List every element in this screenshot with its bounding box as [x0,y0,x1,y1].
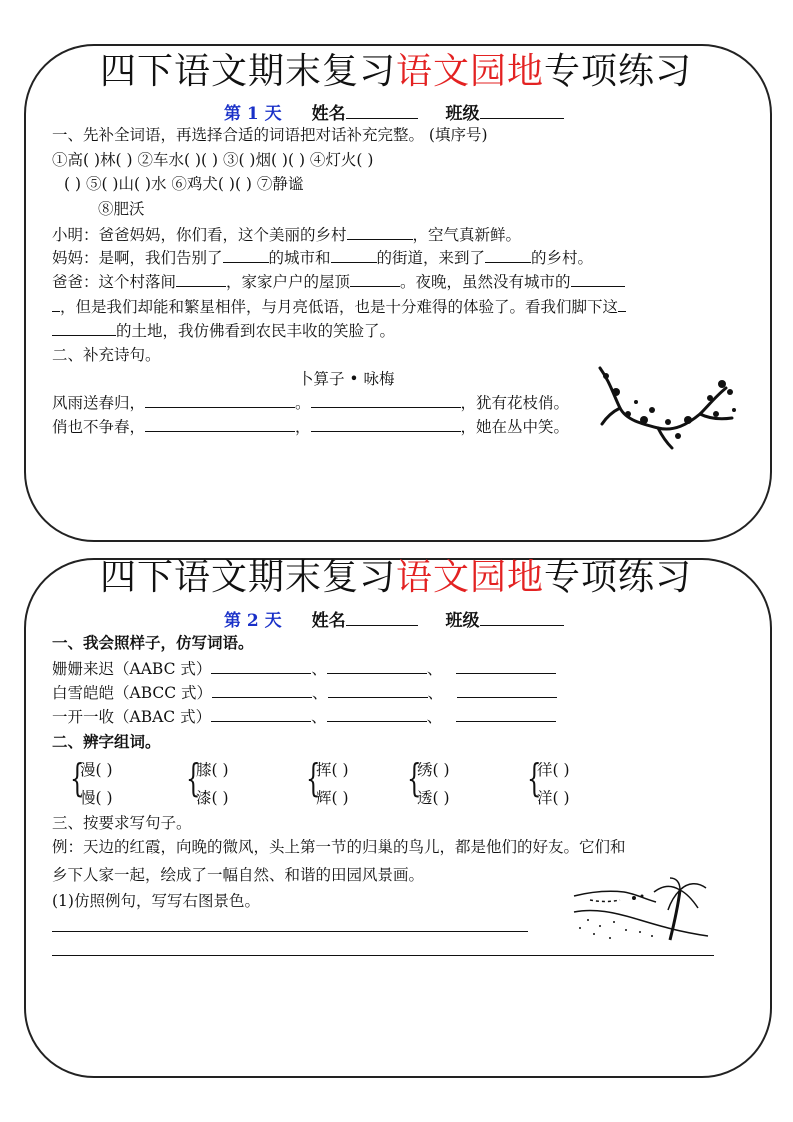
name-field[interactable] [346,103,418,119]
word-options-row: ( ) ⑤( )山( )水 ⑥鸡犬( )( ) ⑦静谧 [64,175,304,193]
char-item[interactable]: 透( ) [417,789,450,807]
question-1-heading: 一、先补全词语，再选择合适的词语把对话补充完整。 (填序号) [52,126,488,144]
char-item[interactable]: 漆( ) [196,789,229,807]
brace: { [70,756,85,800]
answer-blank[interactable] [456,706,556,722]
dialogue-baba: 爸爸：这个村落间 ，家家户户的屋顶 。夜晚，虽然没有城市的 [52,271,625,293]
poem-line-2: 俏也不争春， ， ，她在丛中笑。 [52,418,570,436]
answer-blank[interactable] [311,392,461,408]
example-sentence: 例：天边的红霞，向晚的微风，头上第一节的归巢的鸟儿，都是他们的好友。它们和 [52,838,626,856]
answer-blank[interactable] [145,392,295,408]
worksheet-title: 四下语文期末复习语文园地专项练习 [100,51,693,92]
question-2-heading: 二、补充诗句。 [52,346,161,364]
worksheet-title: 四下语文期末复习语文园地专项练习 [100,557,693,598]
sub-question-1: (1)仿照例句，写写右图景色。 [52,892,260,910]
word-options-row: ⑧肥沃 [98,200,145,218]
char-item[interactable]: 膝( ) [196,761,229,779]
answer-blank[interactable] [331,247,377,263]
name-field[interactable] [346,610,418,626]
example-sentence-cont: 乡下人家一起，绘成了一幅自然、和谐的田园风景画。 [52,866,425,884]
word-options-row: ①高( )林( ) ②车水( )( ) ③( )烟( )( ) ④灯火( ) [52,151,374,169]
name-label: 姓名 [311,104,346,124]
answer-blank[interactable] [571,271,625,287]
answer-blank[interactable] [347,224,413,240]
question-2-heading: 二、辨字组词。 [52,732,161,751]
char-item[interactable]: 挥( ) [316,761,349,779]
char-item[interactable]: 漫( ) [80,761,113,779]
brace: { [527,756,542,800]
answer-blank[interactable] [485,247,531,263]
class-field[interactable] [480,610,564,626]
brace: { [407,756,422,800]
poem-line-1: 风雨送春归， 。 ，犹有花枝俏。 [52,394,570,412]
answer-blank[interactable] [327,658,427,674]
answer-blank[interactable] [457,682,557,698]
day-header [224,606,564,631]
class-label: 班级 [445,104,480,124]
char-item[interactable]: 洋( ) [537,789,570,807]
answer-blank[interactable] [618,296,626,312]
question-1-heading: 一、我会照样子，仿写词语。 [52,633,254,652]
answer-blank[interactable] [311,416,461,432]
writing-line[interactable] [52,955,714,956]
char-item[interactable]: 绣( ) [417,761,450,779]
answer-blank[interactable] [176,271,226,287]
dialogue-baba-cont: ，但是我们却能和繁星相伴，与月亮低语，也是十分难得的体验了。看我们脚下这 [52,296,626,318]
brace: { [186,756,201,800]
class-label: 班级 [445,611,480,631]
brace: { [306,756,321,800]
char-item[interactable]: 徉( ) [537,761,570,779]
writing-line[interactable] [52,931,528,932]
answer-blank[interactable] [327,706,427,722]
dialogue-baba-end: 的土地，我仿佛看到农民丰收的笑脸了。 [52,320,395,342]
answer-blank[interactable] [350,271,400,287]
plum-blossom-illustration [592,362,744,452]
char-item[interactable]: 慢( ) [80,789,113,807]
answer-blank[interactable] [52,296,60,312]
answer-blank[interactable] [328,682,428,698]
class-field[interactable] [480,103,564,119]
poem-title: 卜算子 • 咏梅 [298,370,395,388]
char-item[interactable]: 辉( ) [316,789,349,807]
answer-blank[interactable] [211,706,311,722]
answer-blank[interactable] [145,416,295,432]
beach-palm-illustration [570,876,718,946]
answer-blank[interactable] [211,658,311,674]
imitate-row-abac: 一开一收（ABAC 式） 、 、 [52,706,556,728]
answer-blank[interactable] [212,682,312,698]
day-header [224,99,564,124]
answer-blank[interactable] [456,658,556,674]
answer-blank[interactable] [223,247,269,263]
imitate-row-abcc: 白雪皑皑（ABCC 式） 、 、 [52,682,557,704]
answer-blank[interactable] [52,320,116,336]
question-3-heading: 三、按要求写句子。 [52,814,192,832]
name-label: 姓名 [311,611,346,631]
day-label: 第 2 天 [224,611,282,631]
dialogue-mama: 妈妈：是啊，我们告别了 的城市和 的街道，来到了 的乡村。 [52,249,594,267]
dialogue-xiaoming: 小明：爸爸妈妈，你们看，这个美丽的乡村 ，空气真新鲜。 [52,226,522,244]
day-label: 第 1 天 [224,104,282,124]
imitate-row-aabc: 姗姗来迟（AABC 式） 、 、 [52,658,556,680]
